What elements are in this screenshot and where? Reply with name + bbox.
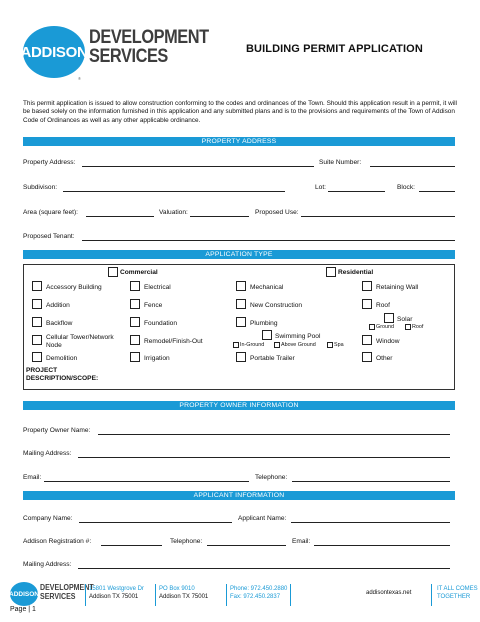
footer-logo-badge-text: ADDISON bbox=[9, 590, 39, 598]
irrigation-label: Irrigation bbox=[144, 355, 170, 362]
swimming-pool-checkbox[interactable] bbox=[262, 330, 272, 340]
window-checkbox[interactable] bbox=[362, 335, 372, 345]
footer-street-line-1: 15801 Westgrove Dr bbox=[89, 586, 144, 592]
property-address-field[interactable] bbox=[82, 166, 314, 167]
footer-street-line-2: Addison TX 75001 bbox=[89, 593, 139, 600]
lot-label: Lot: bbox=[315, 184, 326, 191]
fence-checkbox[interactable] bbox=[130, 299, 140, 309]
above-ground-label: Above Ground bbox=[281, 342, 316, 348]
remodel-checkbox[interactable] bbox=[130, 335, 140, 345]
in-ground-checkbox[interactable] bbox=[233, 342, 239, 348]
addition-label: Addition bbox=[46, 302, 70, 309]
demolition-label: Demolition bbox=[46, 355, 78, 362]
mechanical-checkbox[interactable] bbox=[236, 281, 246, 291]
lot-field[interactable] bbox=[328, 191, 385, 192]
in-ground-label: In-Ground bbox=[240, 342, 265, 348]
company-name-label: Company Name: bbox=[23, 515, 73, 522]
foundation-label: Foundation bbox=[144, 320, 177, 327]
applicant-mailing-label: Mailing Address: bbox=[23, 561, 72, 568]
footer-website[interactable]: addisontexas.net bbox=[366, 590, 412, 596]
applicant-email-field[interactable] bbox=[314, 545, 450, 546]
logo-line-2: SERVICES bbox=[89, 46, 168, 67]
other-label: Other bbox=[376, 355, 393, 362]
subdivision-field[interactable] bbox=[63, 191, 285, 192]
owner-phone-field[interactable] bbox=[292, 481, 450, 482]
owner-mailing-field[interactable] bbox=[78, 457, 450, 458]
company-name-field[interactable] bbox=[79, 522, 232, 523]
valuation-field[interactable] bbox=[190, 216, 249, 217]
solar-roof-checkbox[interactable] bbox=[405, 324, 411, 330]
new-construction-checkbox[interactable] bbox=[236, 299, 246, 309]
solar-ground-checkbox[interactable] bbox=[369, 324, 375, 330]
footer-divider bbox=[431, 584, 432, 606]
swimming-pool-label: Swimming Pool bbox=[275, 333, 321, 340]
electrical-label: Electrical bbox=[144, 284, 171, 291]
demolition-checkbox[interactable] bbox=[32, 352, 42, 362]
footer-street bbox=[89, 586, 144, 601]
solar-roof-label: Roof bbox=[412, 324, 424, 330]
owner-name-label: Property Owner Name: bbox=[23, 427, 91, 434]
accessory-building-checkbox[interactable] bbox=[32, 281, 42, 291]
applicant-name-label: Applicant Name: bbox=[238, 515, 287, 522]
solar-ground-label: Ground bbox=[376, 324, 394, 330]
applicant-mailing-field[interactable] bbox=[78, 568, 450, 569]
portable-trailer-label: Portable Trailer bbox=[250, 355, 295, 362]
solar-checkbox[interactable] bbox=[384, 313, 394, 323]
portable-trailer-checkbox[interactable] bbox=[236, 352, 246, 362]
addison-logo-badge bbox=[20, 26, 88, 78]
page-number: Page | 1 bbox=[10, 606, 36, 613]
owner-phone-label: Telephone: bbox=[255, 474, 288, 481]
foundation-checkbox[interactable] bbox=[130, 317, 140, 327]
property-owner-header: PROPERTY OWNER INFORMATION bbox=[23, 401, 455, 410]
registration-label: Addison Registration #: bbox=[23, 538, 92, 545]
footer-divider bbox=[226, 584, 227, 606]
footer-logo-line-2: SERVICES bbox=[40, 590, 76, 601]
footer-phone: Phone: 972.450.2880 bbox=[230, 586, 288, 592]
page-title: BUILDING PERMIT APPLICATION bbox=[246, 43, 423, 55]
roof-checkbox[interactable] bbox=[362, 299, 372, 309]
owner-mailing-label: Mailing Address: bbox=[23, 450, 72, 457]
footer-tagline bbox=[437, 586, 478, 601]
registered-mark: ® bbox=[78, 76, 81, 81]
logo-line-1: DEVELOPMENT bbox=[89, 27, 209, 48]
proposed-tenant-label: Proposed Tenant: bbox=[23, 233, 75, 240]
footer-phone-fax bbox=[230, 586, 287, 601]
addition-checkbox[interactable] bbox=[32, 299, 42, 309]
owner-email-field[interactable] bbox=[44, 481, 249, 482]
area-label: Area (square feet): bbox=[23, 209, 78, 216]
applicant-phone-label: Telephone: bbox=[170, 538, 203, 545]
applicant-email-label: Email: bbox=[292, 538, 311, 545]
plumbing-label: Plumbing bbox=[250, 320, 278, 327]
proposed-tenant-field[interactable] bbox=[82, 240, 455, 241]
backflow-label: Backflow bbox=[46, 320, 73, 327]
residential-checkbox[interactable] bbox=[326, 267, 336, 277]
spa-label: Spa bbox=[334, 342, 344, 348]
owner-email-label: Email: bbox=[23, 474, 42, 481]
accessory-building-label: Accessory Building bbox=[46, 284, 102, 291]
footer-po-line-2: Addison TX 75001 bbox=[159, 593, 209, 600]
project-description-label: PROJECT DESCRIPTION/SCOPE: bbox=[26, 367, 99, 382]
footer-divider bbox=[290, 584, 291, 606]
logo-badge-text: ADDISON bbox=[20, 43, 88, 61]
commercial-checkbox[interactable] bbox=[108, 267, 118, 277]
application-type-header: APPLICATION TYPE bbox=[23, 250, 455, 259]
irrigation-checkbox[interactable] bbox=[130, 352, 140, 362]
footer-logo-line-1: DEVELOPMENT bbox=[40, 582, 94, 592]
other-checkbox[interactable] bbox=[362, 352, 372, 362]
remodel-label: Remodel/Finish-Out bbox=[144, 338, 203, 345]
property-address-header: PROPERTY ADDRESS bbox=[23, 137, 455, 146]
suite-number-label: Suite Number: bbox=[319, 159, 362, 166]
applicant-name-field[interactable] bbox=[291, 522, 450, 523]
backflow-checkbox[interactable] bbox=[32, 317, 42, 327]
block-field[interactable] bbox=[419, 191, 455, 192]
cellular-tower-checkbox[interactable] bbox=[32, 335, 42, 345]
footer-po-box bbox=[159, 586, 208, 601]
footer-fax: Fax: 972.450.2837 bbox=[230, 593, 281, 600]
footer-po-line-1: PO Box 9010 bbox=[159, 586, 195, 592]
footer-tagline-line-2: TOGETHER bbox=[437, 593, 471, 600]
footer-logo-badge bbox=[10, 582, 38, 606]
new-construction-label: New Construction bbox=[250, 302, 303, 309]
electrical-checkbox[interactable] bbox=[130, 281, 140, 291]
residential-label: Residential bbox=[338, 269, 374, 276]
mechanical-label: Mechanical bbox=[250, 284, 284, 291]
applicant-phone-field[interactable] bbox=[207, 545, 286, 546]
spa-checkbox[interactable] bbox=[327, 342, 333, 348]
property-address-label: Property Address: bbox=[23, 159, 76, 166]
owner-name-field[interactable] bbox=[98, 434, 450, 435]
addison-logo-wordmark bbox=[89, 28, 228, 66]
solar-label: Solar bbox=[397, 316, 413, 323]
area-field[interactable] bbox=[86, 216, 154, 217]
subdivision-label: Subdivison: bbox=[23, 184, 58, 191]
suite-number-field[interactable] bbox=[370, 166, 455, 167]
commercial-label: Commercial bbox=[120, 269, 158, 276]
cellular-tower-label: Cellular Tower/Network Node bbox=[46, 334, 114, 349]
proposed-use-field[interactable] bbox=[301, 216, 455, 217]
block-label: Block: bbox=[397, 184, 415, 191]
footer-divider bbox=[155, 584, 156, 606]
project-description-field[interactable] bbox=[24, 378, 454, 389]
footer-tagline-line-1: IT ALL COMES bbox=[437, 586, 478, 592]
retaining-wall-label: Retaining Wall bbox=[376, 284, 419, 291]
fence-label: Fence bbox=[144, 302, 163, 309]
applicant-info-header: APPLICANT INFORMATION bbox=[23, 491, 455, 500]
window-label: Window bbox=[376, 338, 400, 345]
proposed-use-label: Proposed Use: bbox=[255, 209, 299, 216]
plumbing-checkbox[interactable] bbox=[236, 317, 246, 327]
above-ground-checkbox[interactable] bbox=[274, 342, 280, 348]
retaining-wall-checkbox[interactable] bbox=[362, 281, 372, 291]
roof-label: Roof bbox=[376, 302, 390, 309]
valuation-label: Valuation: bbox=[159, 209, 188, 216]
intro-paragraph: This permit application is issued to allow construction conforming to the codes and ordinances of the Town. Should this application result in a permit, it will be based solely on the information furnished in this application and any submitted plans and is to the provisions and requirements of the Town of Addison Code of Ordinances as well as any other applicable ordinance. bbox=[23, 100, 457, 124]
footer-divider bbox=[85, 584, 86, 606]
registration-field[interactable] bbox=[101, 545, 162, 546]
